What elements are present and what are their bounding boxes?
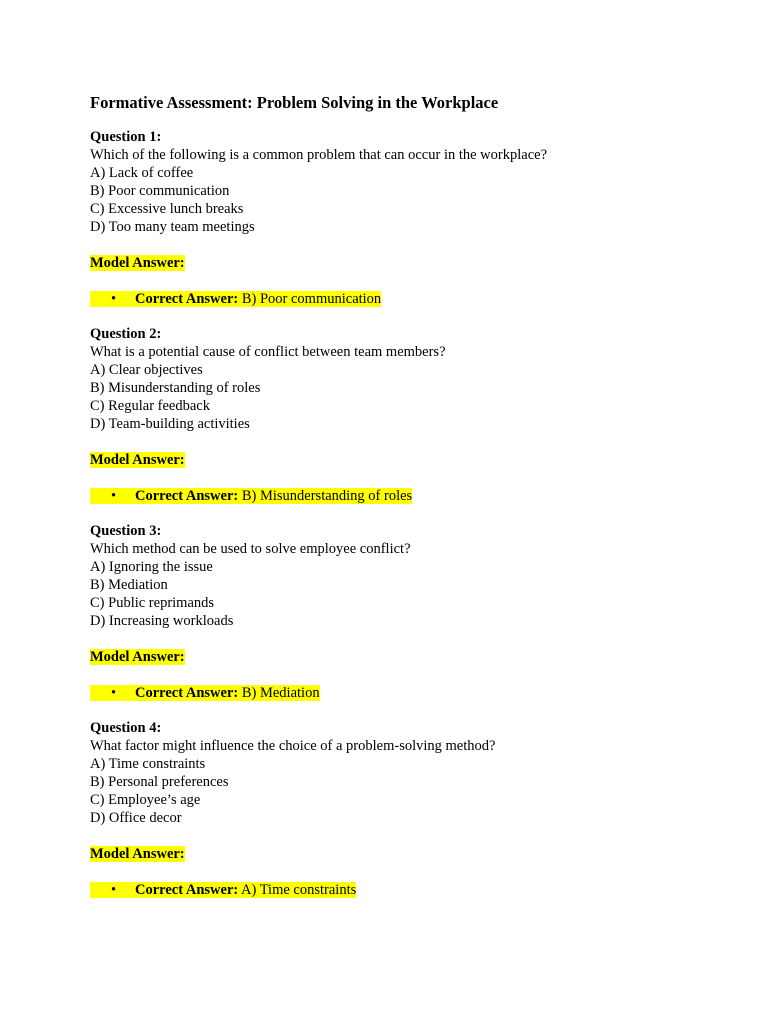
answer-highlight <box>90 882 356 898</box>
correct-answer-label: Correct Answer: <box>135 488 239 504</box>
model-answer-label-text: Model Answer: <box>90 255 185 271</box>
question-block <box>90 522 710 702</box>
answer-highlight <box>90 488 412 504</box>
question-text: What factor might influence the choice of a problem-solving method? <box>90 738 496 754</box>
question-option: A) Time constraints <box>90 756 206 772</box>
question-option: D) Too many team meetings <box>90 219 255 235</box>
answer-highlight <box>90 291 381 307</box>
question-text: Which method can be used to solve employee conflict? <box>90 541 411 557</box>
model-answer-label <box>90 254 710 272</box>
correct-answer-label: Correct Answer: <box>135 685 239 701</box>
question-option: C) Regular feedback <box>90 398 210 414</box>
question-option: C) Public reprimands <box>90 595 215 611</box>
question-block <box>90 128 710 308</box>
question-text: What is a potential cause of conflict between team members? <box>90 344 446 360</box>
question-option: A) Ignoring the issue <box>90 559 213 575</box>
correct-answer-value: A) Time constraints <box>241 882 357 898</box>
question-heading: Question 1: <box>90 129 162 145</box>
question-heading: Question 2: <box>90 326 162 342</box>
answer-item <box>90 487 710 505</box>
answer-list <box>90 684 710 702</box>
bullet-icon: • <box>111 685 117 701</box>
answer-item <box>90 684 710 702</box>
correct-answer-label: Correct Answer: <box>135 882 239 898</box>
answer-list <box>90 290 710 308</box>
answer-list <box>90 487 710 505</box>
bullet-icon: • <box>111 291 117 307</box>
question-option: A) Clear objectives <box>90 362 203 378</box>
question-heading: Question 4: <box>90 720 162 736</box>
model-answer-label-text: Model Answer: <box>90 846 185 862</box>
question-option: C) Employee’s age <box>90 792 201 808</box>
model-answer-label-text: Model Answer: <box>90 649 185 665</box>
answer-highlight <box>90 685 320 701</box>
question-option: D) Team-building activities <box>90 416 250 432</box>
bullet-icon: • <box>111 488 117 504</box>
answer-item <box>90 881 710 899</box>
question-option: B) Mediation <box>90 577 168 593</box>
question-option: B) Misunderstanding of roles <box>90 380 261 396</box>
bullet-icon: • <box>111 882 117 898</box>
question-option: B) Poor communication <box>90 183 230 199</box>
correct-answer-value: B) Mediation <box>241 685 320 701</box>
correct-answer-label: Correct Answer: <box>135 291 239 307</box>
question-text: Which of the following is a common problem that can occur in the workplace? <box>90 147 548 163</box>
answer-item <box>90 290 710 308</box>
correct-answer-value: B) Misunderstanding of roles <box>241 488 413 504</box>
question-option: D) Office decor <box>90 810 182 826</box>
question-block <box>90 325 710 505</box>
question-option: D) Increasing workloads <box>90 613 234 629</box>
model-answer-label <box>90 845 710 863</box>
question-block <box>90 719 710 899</box>
answer-list <box>90 881 710 899</box>
question-option: A) Lack of coffee <box>90 165 194 181</box>
question-option: C) Excessive lunch breaks <box>90 201 244 217</box>
question-heading: Question 3: <box>90 523 162 539</box>
correct-answer-value: B) Poor communication <box>241 291 382 307</box>
model-answer-label <box>90 451 710 469</box>
model-answer-label <box>90 648 710 666</box>
document-page <box>90 92 710 899</box>
page-title: Formative Assessment: Problem Solving in the Workplace <box>90 93 499 112</box>
question-option: B) Personal preferences <box>90 774 229 790</box>
model-answer-label-text: Model Answer: <box>90 452 185 468</box>
